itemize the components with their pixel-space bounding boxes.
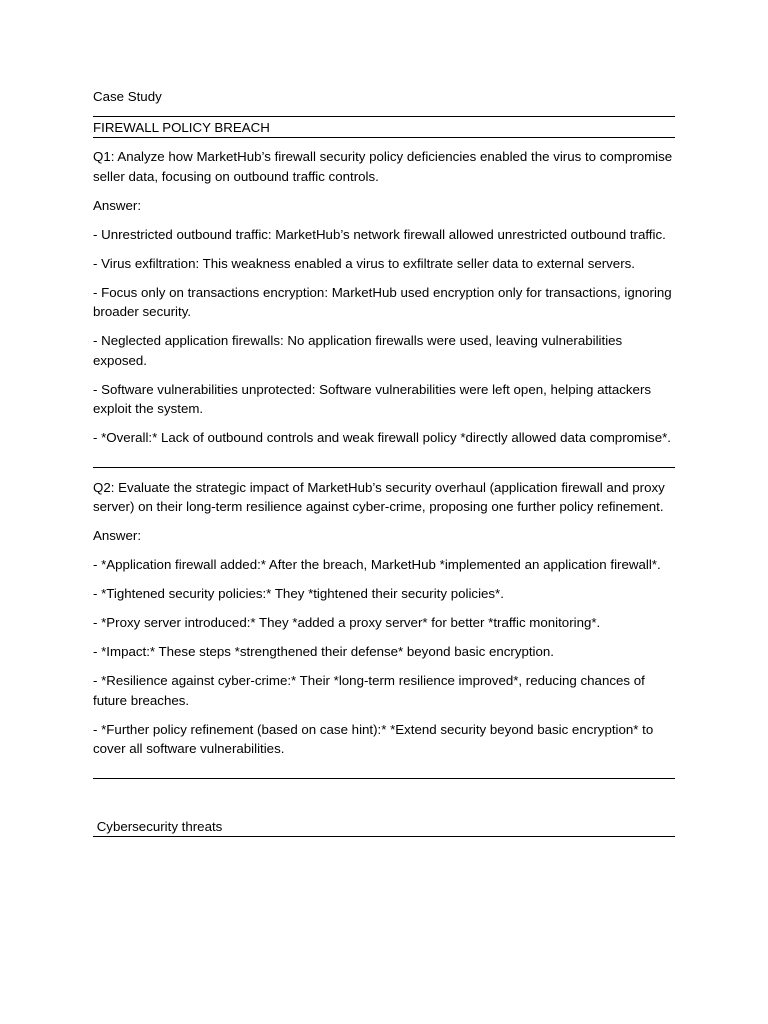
next-section-rule xyxy=(93,836,675,837)
q2-point: - *Impact:* These steps *strengthened their defense* beyond basic encryption. xyxy=(93,644,554,659)
document-title: FIREWALL POLICY BREACH xyxy=(93,119,270,135)
title-bottom-rule xyxy=(93,137,675,138)
q2-point: - *Further policy refinement (based on case hint):* *Extend security beyond basic encryption* to cover all software vulnerabilities. xyxy=(93,721,654,756)
q1-point: - Software vulnerabilities unprotected: Software vulnerabilities were left open, helping attackers exploit the system. xyxy=(93,381,652,416)
document-page xyxy=(93,87,675,837)
q1-point: - Neglected application firewalls: No application firewalls were used, leaving vulnerabilities exposed. xyxy=(93,333,623,368)
q2-point: - *Resilience against cyber-crime:* Their *long-term resilience improved*, reducing chances of future breaches. xyxy=(93,673,645,708)
q1-question: Q1: Analyze how MarketHub’s firewall security policy deficiencies enabled the virus to compromise seller data, focusing on outbound traffic controls. xyxy=(93,149,673,184)
q1-point: - Unrestricted outbound traffic: MarketHub’s network firewall allowed unrestricted outbound traffic. xyxy=(93,226,666,242)
q1-answer-label: Answer: xyxy=(93,197,142,213)
section-divider-1 xyxy=(93,467,675,468)
q1-point: - Virus exfiltration: This weakness enabled a virus to exfiltrate seller data to external servers. xyxy=(93,255,635,271)
case-study-label: Case Study xyxy=(93,89,162,104)
q2-point: - *Proxy server introduced:* They *added a proxy server* for better *traffic monitoring*. xyxy=(93,615,601,630)
q1-point: - Focus only on transactions encryption: MarketHub used encryption only for transactions, ignoring broader security. xyxy=(93,284,672,319)
question-2-section xyxy=(93,478,675,759)
q1-point: - *Overall:* Lack of outbound controls and weak firewall policy *directly allowed data compromise*. xyxy=(93,430,671,445)
next-section-title: Cybersecurity threats xyxy=(93,818,223,834)
question-1-section xyxy=(93,147,675,448)
q2-point: - *Tightened security policies:* They *tightened their security policies*. xyxy=(93,586,504,601)
q2-question: Q2: Evaluate the strategic impact of MarketHub’s security overhaul (application firewall and proxy server) on their long-term resilience against cyber-crime, proposing one further policy refinement. xyxy=(93,479,665,514)
q2-point: - *Application firewall added:* After the breach, MarketHub *implemented an application firewall*. xyxy=(93,557,661,572)
section-divider-2 xyxy=(93,778,675,779)
q2-answer-label: Answer: xyxy=(93,528,142,543)
